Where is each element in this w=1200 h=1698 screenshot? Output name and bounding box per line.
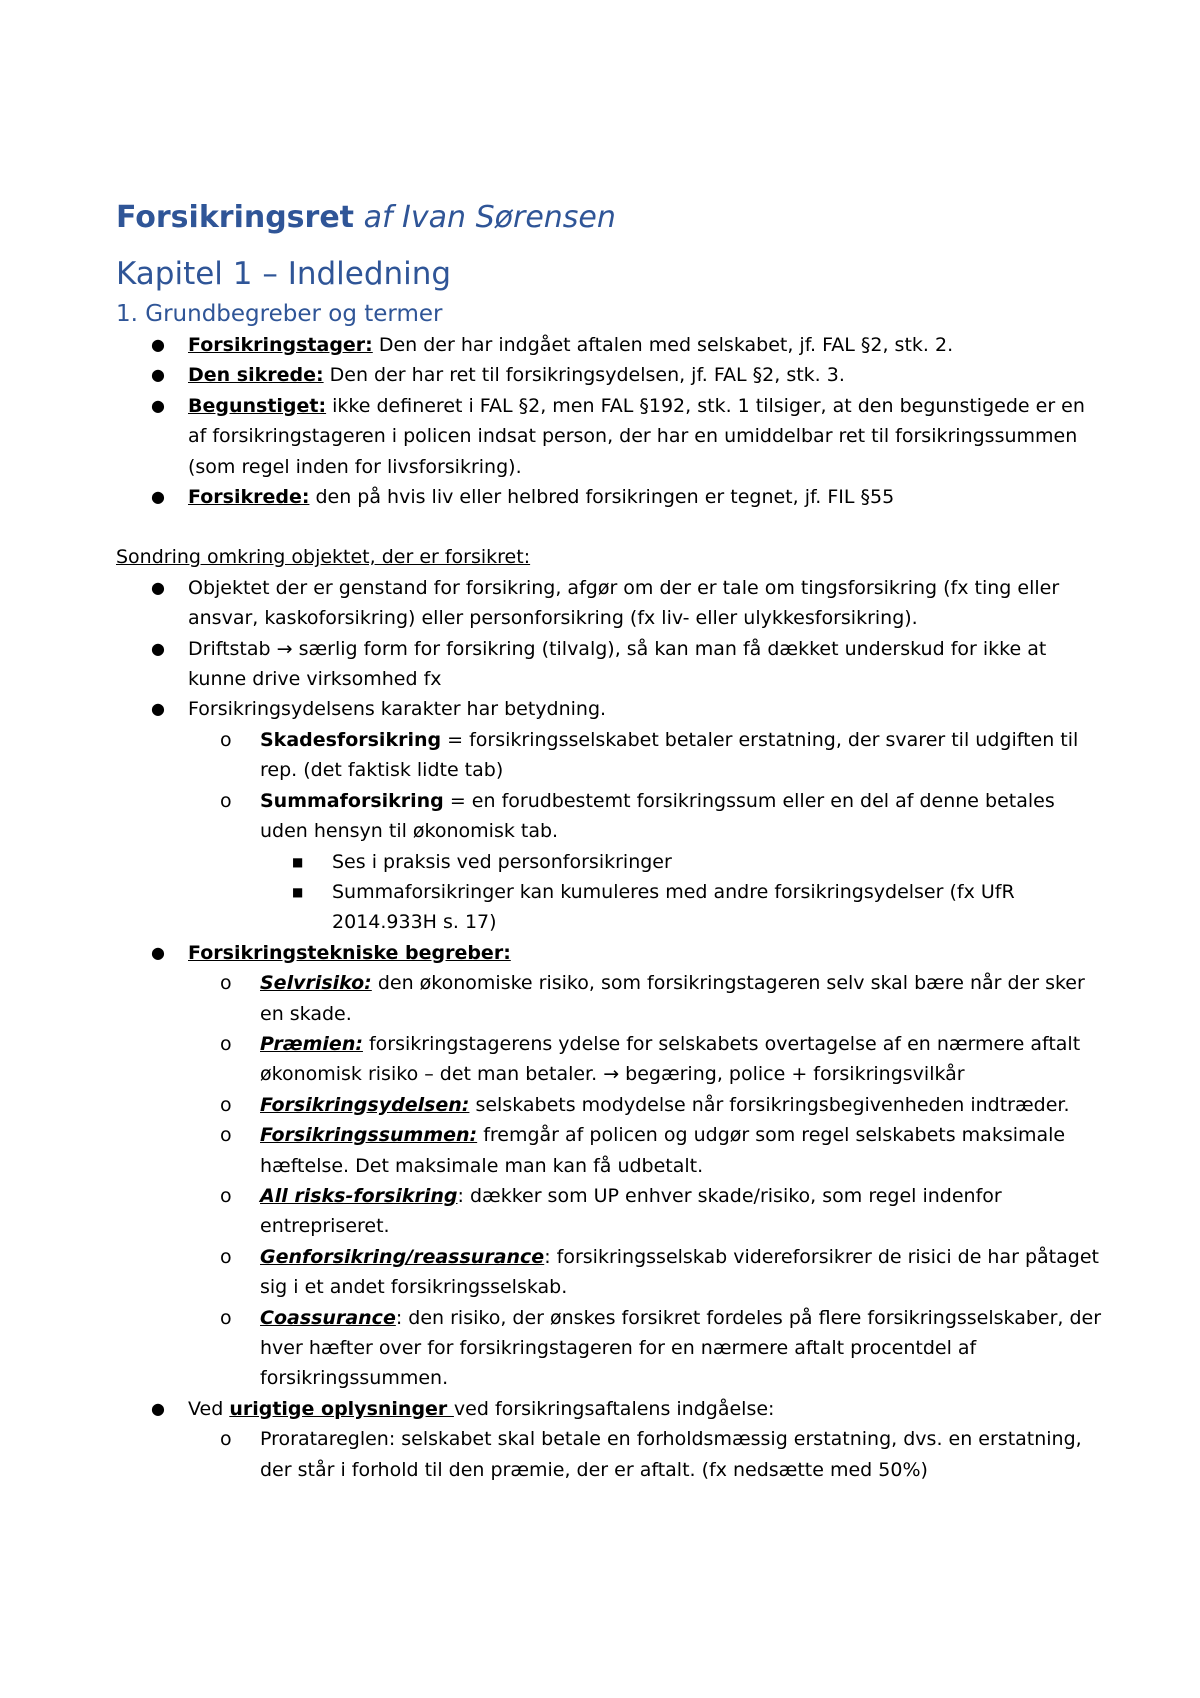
term-text: : den risiko, der ønskes forsikret fordeles på flere forsikringsselskaber, der hver hæfter over for forsikringstageren for en nærmere aftalt procentdel af forsikringssummen. <box>260 1306 1102 1390</box>
section-heading: 1. Grundbegreber og termer <box>116 301 443 327</box>
term-text: ikke defineret i FAL §2, men FAL §192, stk. 1 tilsiger, at den begunstigede er en af forsikringstageren i policen indsat person, der har en umiddelbar ret til forsikringssummen (som regel inden for livsforsikring). <box>188 394 1085 478</box>
sub-list-item <box>188 786 1106 938</box>
sub-sub-list-item <box>260 847 1106 877</box>
item-text: Forsikringsydelsens karakter har betydning. <box>188 698 607 721</box>
sub-list-item <box>188 1120 1106 1181</box>
list-item <box>116 573 1106 634</box>
term-label: Forsikrede: <box>188 486 310 509</box>
sondring-list <box>116 573 1106 1485</box>
bullet-icon: ● <box>151 638 165 658</box>
sub-list-item <box>188 1029 1106 1090</box>
body-text <box>116 330 1106 1485</box>
list-item <box>116 391 1106 482</box>
term-label: Begunstiget: <box>188 394 327 417</box>
term-label: Skadesforsikring <box>260 728 442 751</box>
circle-bullet-icon: o <box>220 1184 232 1207</box>
item-prefix: Ved <box>188 1397 230 1420</box>
sub-sub-list <box>260 847 1106 938</box>
term-label: urigtige oplysninger <box>229 1397 454 1420</box>
document-title <box>116 196 1106 240</box>
term-label: All risks-forsikring <box>260 1184 458 1207</box>
sub-list-item <box>188 725 1106 786</box>
term-label: Den sikrede: <box>188 364 324 387</box>
sub-list-item <box>188 1424 1106 1485</box>
term-label: Genforsikring/reassurance <box>260 1245 545 1268</box>
chapter-heading: Kapitel 1 – Indledning <box>116 256 452 292</box>
term-text: den økonomiske risiko, som forsikringstageren selv skal bære når der sker en skade. <box>260 972 1085 1025</box>
term-label: Forsikringsydelsen: <box>260 1093 470 1116</box>
term-text: Den der har indgået aftalen med selskabet, jf. FAL §2, stk. 2. <box>372 334 954 356</box>
circle-bullet-icon: o <box>220 1428 232 1451</box>
list-item <box>116 1394 1106 1485</box>
term-label: Præmien: <box>260 1032 363 1055</box>
square-bullet-icon: ■ <box>292 884 304 899</box>
term-label: Forsikringstekniske begreber: <box>188 941 511 964</box>
item-text: Ses i praksis ved personforsikringer <box>332 850 672 873</box>
sub-list <box>188 1424 1106 1485</box>
bullet-icon: ● <box>151 1398 165 1418</box>
sub-list-item <box>188 1090 1106 1120</box>
sub-list-item <box>188 1303 1106 1394</box>
term-text: forsikringstagerens ydelse for selskabets overtagelse af en nærmere aftalt økonomisk risiko – det man betaler. → begæring, police + forsikringsvilkår <box>260 1032 1081 1086</box>
term-text: den på hvis liv eller helbred forsikringen er tegnet, jf. FIL §55 <box>309 486 895 509</box>
bullet-icon: ● <box>151 577 165 597</box>
list-item <box>116 330 1106 360</box>
square-bullet-icon: ■ <box>292 854 304 869</box>
term-text: = en forudbestemt forsikringssum eller en del af denne betales uden hensyn til økonomisk tab. <box>260 789 1055 843</box>
circle-bullet-icon: o <box>220 1306 232 1329</box>
item-text: Objektet der er genstand for forsikring, afgør om der er tale om tingsforsikring (fx ting eller ansvar, kaskoforsikring) eller personforsikring (fx liv- eller ulykkesforsikring). <box>188 576 1060 630</box>
title-main: Forsikringsret <box>116 200 355 235</box>
circle-bullet-icon: o <box>220 1032 232 1055</box>
sub-list <box>188 968 1106 1394</box>
term-text: : dækker som UP enhver skade/risiko, som regel indenfor entrepriseret. <box>260 1184 1002 1238</box>
sub-list-item <box>188 1181 1106 1242</box>
term-label: Coassurance <box>260 1306 396 1329</box>
bullet-icon: ● <box>151 942 165 962</box>
circle-bullet-icon: o <box>220 789 232 812</box>
item-text: Proratareglen: selskabet skal betale en forholdsmæssig erstatning, dvs. en erstatning, der står i forhold til den præmie, der er aftalt. (fx nedsætte med 50%) <box>260 1428 1082 1481</box>
term-label: Forsikringssummen: <box>260 1124 478 1147</box>
title-author: af Ivan Sørensen <box>363 200 616 235</box>
sub-list-item <box>188 1242 1106 1303</box>
list-item <box>116 360 1106 390</box>
term-text: selskabets modydelse når forsikringsbegivenheden indtræder. <box>469 1093 1070 1116</box>
circle-bullet-icon: o <box>220 1124 232 1147</box>
sub-list-item <box>188 968 1106 1029</box>
item-text: Driftstab → særlig form for forsikring (tilvalg), så kan man få dækket underskud for ikke at kunne drive virksomhed fx <box>188 637 1047 691</box>
bullet-icon: ● <box>151 699 165 719</box>
list-item <box>116 482 1106 512</box>
document-content <box>116 196 1106 1485</box>
term-text: : forsikringsselskab videreforsikrer de risici de har påtaget sig i et andet forsikringsselskab. <box>260 1245 1099 1299</box>
bullet-icon: ● <box>151 335 165 354</box>
bullet-icon: ● <box>151 365 165 385</box>
definitions-list <box>116 330 1106 512</box>
term-label: Selvrisiko: <box>260 972 372 995</box>
circle-bullet-icon: o <box>220 1245 232 1268</box>
term-text: Den der har ret til forsikringsydelsen, jf. FAL §2, stk. 3. <box>323 364 845 387</box>
bullet-icon: ● <box>151 487 165 507</box>
item-text: Summaforsikringer kan kumuleres med andre forsikringsydelser (fx UfR 2014.933H s. 17) <box>332 880 1015 934</box>
bullet-icon: ● <box>151 395 165 415</box>
item-suffix: ved forsikringsaftalens indgåelse: <box>453 1397 775 1420</box>
term-label: Summaforsikring <box>260 789 444 812</box>
term-text: fremgår af policen og udgør som regel selskabets maksimale hæftelse. Det maksimale man kan få udbetalt. <box>260 1124 1066 1177</box>
circle-bullet-icon: o <box>220 972 232 995</box>
term-label: Forsikringstager: <box>188 334 373 356</box>
term-text: = forsikringsselskabet betaler erstatning, der svarer til udgiften til rep. (det faktisk lidte tab) <box>260 728 1079 782</box>
sondring-heading: Sondring omkring objektet, der er forsikret: <box>116 546 531 569</box>
circle-bullet-icon: o <box>220 728 232 751</box>
list-item <box>116 694 1106 937</box>
sub-list <box>188 725 1106 938</box>
list-item <box>116 938 1106 1394</box>
sub-sub-list-item <box>260 877 1106 938</box>
circle-bullet-icon: o <box>220 1093 232 1116</box>
list-item <box>116 634 1106 695</box>
